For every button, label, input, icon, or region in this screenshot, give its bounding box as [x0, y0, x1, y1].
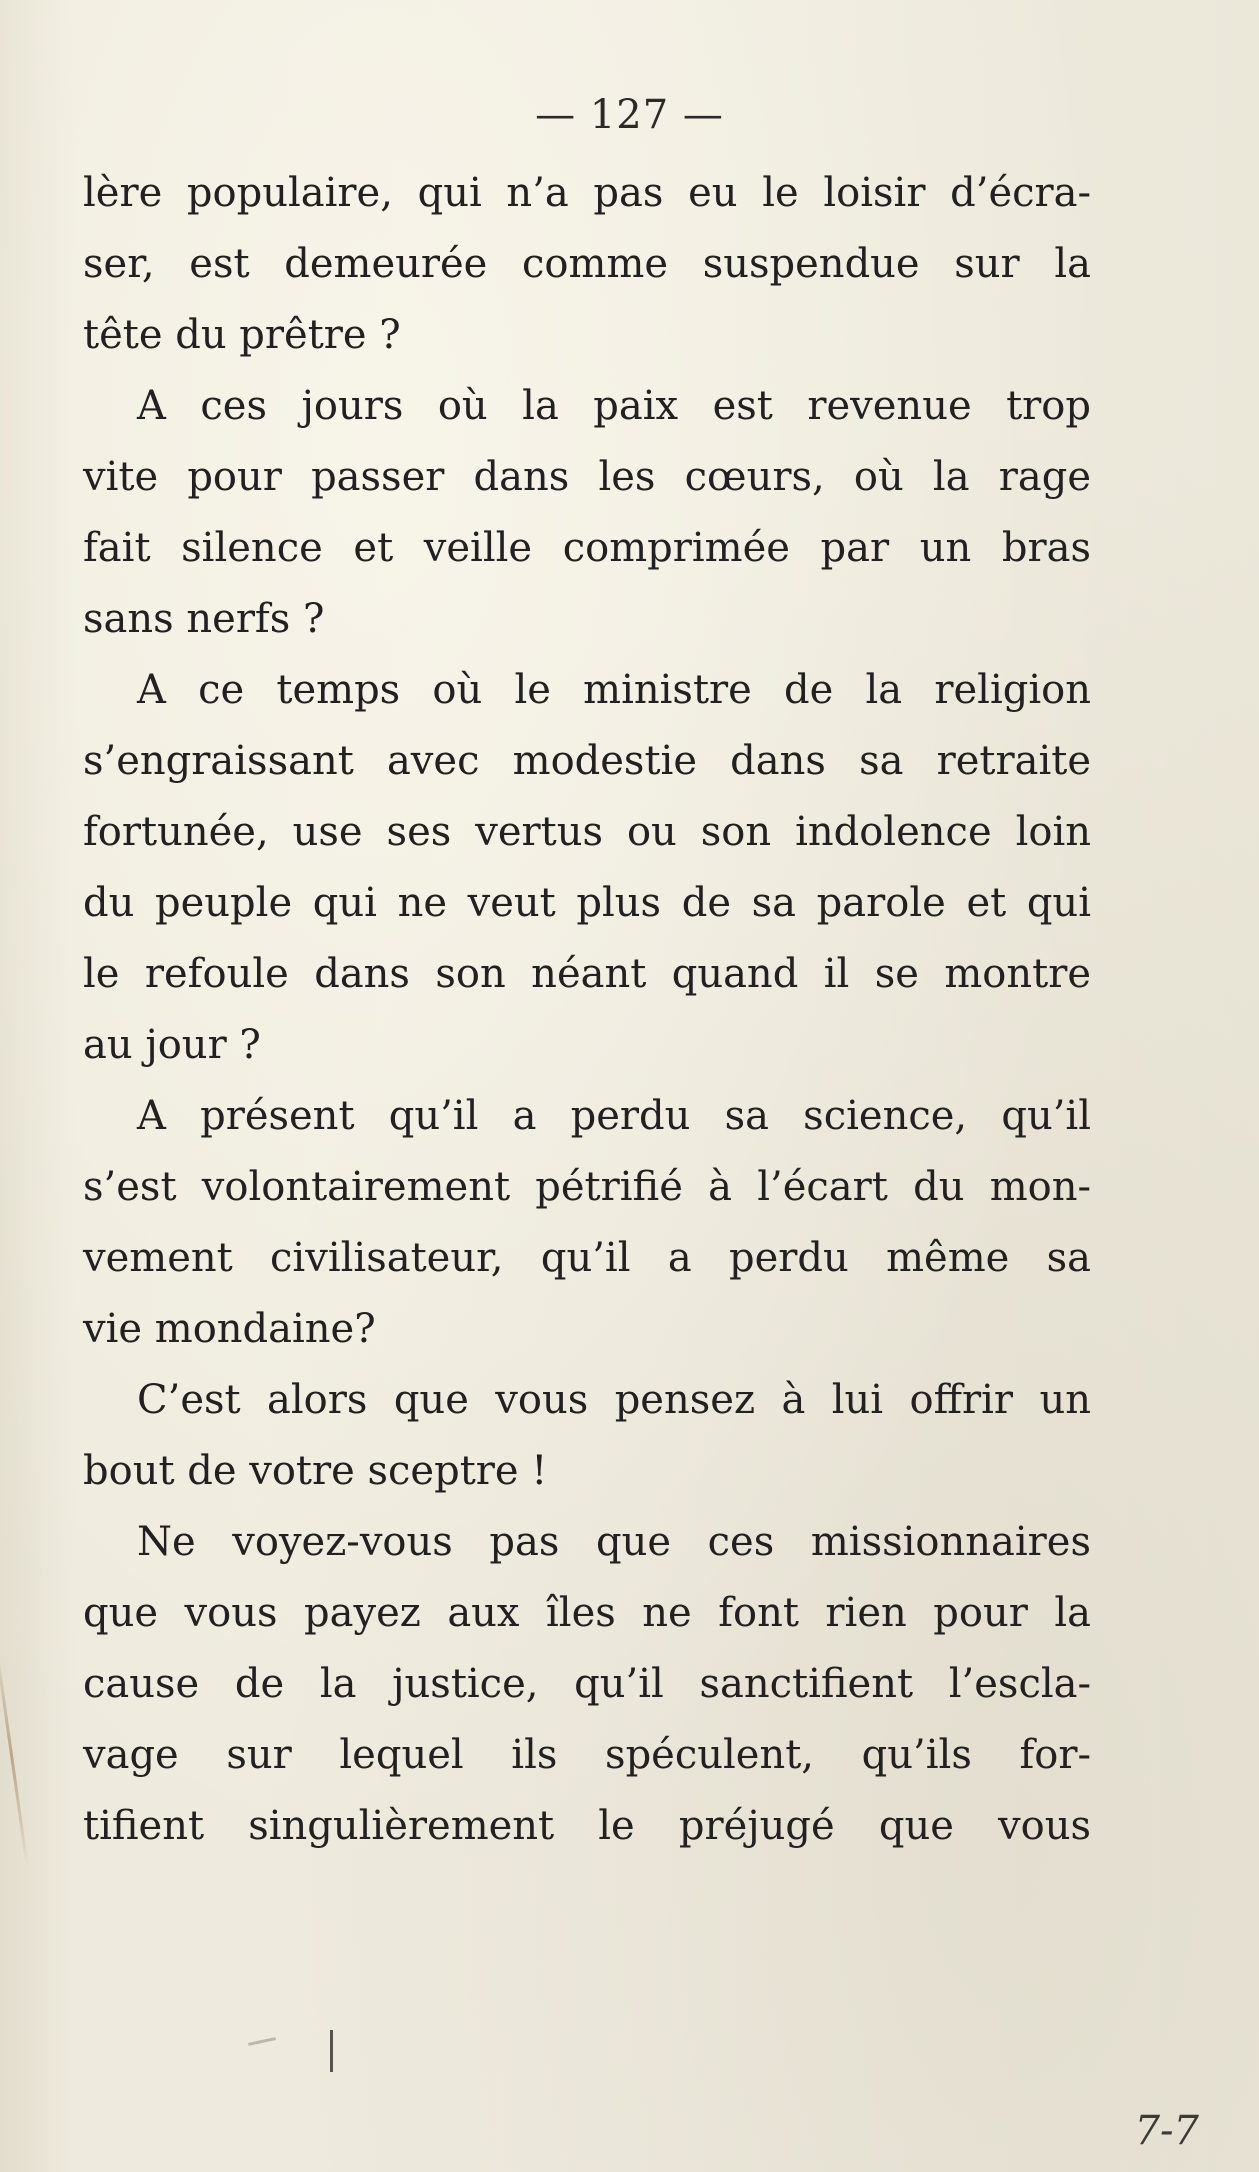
text-line: fait silence et veille comprimée par un bras — [83, 525, 1091, 571]
text-line: sans nerfs ? — [83, 596, 325, 642]
text-line: tifient singulièrement le préjugé que vous — [83, 1803, 1091, 1849]
text-line: tête du prêtre ? — [83, 312, 401, 358]
text-line: vite pour passer dans les cœurs, où la rage — [83, 454, 1091, 500]
text-line: ser, est demeurée comme suspendue sur la — [83, 241, 1091, 287]
page-edge-stain — [0, 1641, 29, 1869]
text-line: du peuple qui ne veut plus de sa parole et qui — [83, 880, 1091, 926]
text-line: A ce temps où le ministre de la religion — [137, 667, 1091, 713]
text-line: fortunée, use ses vertus ou son indolence loin — [83, 809, 1091, 855]
text-line: au jour ? — [83, 1022, 261, 1068]
text-line: vie mondaine? — [83, 1306, 376, 1352]
text-line: cause de la justice, qu’il sanctifient l’escla- — [83, 1661, 1091, 1707]
handwritten-note: 7-7 — [1134, 2108, 1199, 2154]
pencil-mark — [248, 2037, 276, 2046]
text-line: A ces jours où la paix est revenue trop — [137, 383, 1091, 429]
text-line: lère populaire, qui n’a pas eu le loisir d’écra- — [83, 170, 1091, 216]
text-line: bout de votre sceptre ! — [83, 1448, 548, 1494]
text-line: vage sur lequel ils spéculent, qu’ils for- — [83, 1732, 1091, 1778]
text-line: A présent qu’il a perdu sa science, qu’il — [137, 1093, 1091, 1139]
page-number: — 127 — — [535, 92, 724, 138]
text-line: Ne voyez-vous pas que ces missionnaires — [137, 1519, 1091, 1565]
body-text — [83, 158, 1091, 1862]
text-line: C’est alors que vous pensez à lui offrir un — [137, 1377, 1091, 1423]
text-line: le refoule dans son néant quand il se montre — [83, 951, 1091, 997]
text-line: s’engraissant avec modestie dans sa retraite — [83, 738, 1091, 784]
pencil-mark — [330, 2030, 333, 2072]
text-line: s’est volontairement pétrifié à l’écart du mon- — [83, 1164, 1091, 1210]
text-line: que vous payez aux îles ne font rien pour la — [83, 1590, 1091, 1636]
text-line: vement civilisateur, qu’il a perdu même sa — [83, 1235, 1091, 1281]
